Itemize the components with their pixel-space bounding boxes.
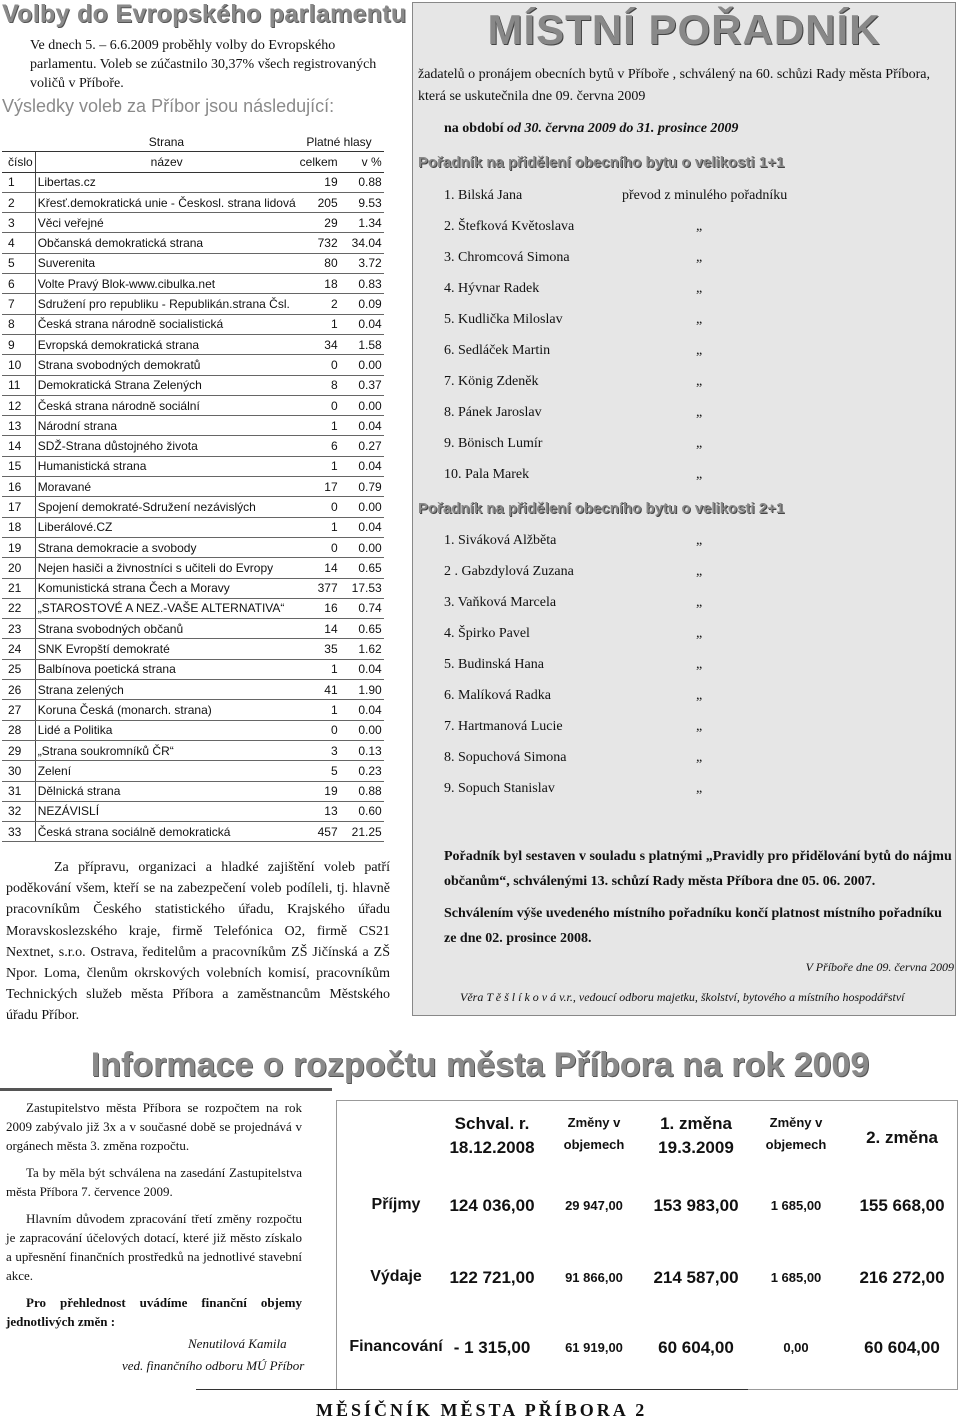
budget-sign-role: ved. finančního odboru MÚ Příbor [122, 1358, 305, 1373]
applicant-name: 3. Chromcová Simona [444, 250, 570, 265]
party-number: 32 [2, 801, 35, 821]
party-name: SDŽ-Strana důstojného života [35, 436, 297, 456]
party-number: 31 [2, 781, 35, 801]
list-item [444, 374, 844, 405]
votes-pct: 0.04 [350, 456, 384, 476]
article-title: Volby do Evropského parlamentu [2, 0, 407, 28]
ditto-mark: „ [696, 281, 703, 296]
list-item [444, 533, 844, 564]
party-number: 28 [2, 720, 35, 740]
votes-pct: 0.00 [350, 720, 384, 740]
party-number: 14 [2, 436, 35, 456]
applicant-name: 8. Pánek Jaroslav [444, 405, 542, 420]
article-intro: Ve dnech 5. – 6.6.2009 proběhly volby do Evropského parlamentu. Voleb se zúčastnilo 30,37% všech registrovaných voličů v Příboře. [30, 38, 377, 91]
thanks-paragraph: Za přípravu, organizaci a hladké zajištění voleb patří poděkování všem, kteří se na zabezpečení voleb podíleli, tj. hlavně pracovníkům Českého statistického úřadu, Krajského úřadu Moravskoslezského kraje, firmě Telefónica O2, firmě CS21 Nextnet, s.r.o. Ostrava, ředitelům a pracovníkům ZŠ Jičínská a ZŠ Npor. Loma, členům okrskových volebních komisí, pracovníkům Technických služeb města Příbora a zaměstnancům Městského úřadu Příbor. [6, 860, 390, 1024]
budget-col-header: Schval. r. 18.12.2008 [449, 1114, 535, 1157]
header-hlasy: Platné hlasy [298, 132, 384, 152]
list-item [444, 781, 844, 812]
table-row [2, 781, 384, 801]
votes-total: 35 [298, 639, 350, 659]
votes-pct: 0.09 [350, 294, 384, 314]
votes-total: 732 [298, 233, 350, 253]
party-number: 25 [2, 659, 35, 679]
list-2 [444, 533, 844, 812]
budget-row-label: Výdaje [370, 1268, 422, 1285]
table-row [2, 334, 384, 354]
budget-p4: Pro přehlednost uvádíme finanční objemy jednotlivých změn : [6, 1295, 302, 1329]
list-item [444, 436, 844, 467]
party-number: 17 [2, 497, 35, 517]
votes-total: 2 [298, 294, 350, 314]
ditto-mark: „ [696, 564, 703, 579]
votes-total: 1 [298, 517, 350, 537]
party-name: Spojení demokraté-Sdružení nezávislých [35, 497, 297, 517]
budget-value: 61 919,00 [565, 1340, 623, 1355]
list-item [444, 343, 844, 374]
votes-total: 1 [298, 314, 350, 334]
table-row [2, 659, 384, 679]
votes-pct: 0.04 [350, 517, 384, 537]
party-number: 8 [2, 314, 35, 334]
applicant-name: 7. König Zdeněk [444, 374, 539, 389]
list-item [444, 750, 844, 781]
party-number: 3 [2, 213, 35, 233]
list-item [444, 626, 844, 657]
footer-rule [196, 1389, 748, 1390]
col-pct: v % [350, 152, 384, 172]
budget-text [6, 1098, 302, 1339]
table-row [2, 598, 384, 618]
table-row [2, 416, 384, 436]
votes-pct: 0.04 [350, 659, 384, 679]
votes-total: 19 [298, 781, 350, 801]
votes-pct: 0.88 [350, 781, 384, 801]
note-2: Schválením výše uvedeného místního pořadníku končí platnost místního pořadníku ze dne 02. prosince 2008. [444, 906, 942, 946]
list-item [444, 281, 844, 312]
ditto-mark: „ [696, 688, 703, 703]
ditto-mark: „ [696, 250, 703, 265]
budget-title: Informace o rozpočtu města Příbora na rok 2009 [90, 1046, 870, 1084]
votes-total: 34 [298, 334, 350, 354]
table-row [2, 477, 384, 497]
panel-title: MÍSTNÍ POŘADNÍK [487, 6, 881, 53]
party-name: Liberálové.CZ [35, 517, 297, 537]
ditto-mark: „ [696, 719, 703, 734]
votes-total: 19 [298, 172, 350, 192]
applicant-name: 6. Malíková Radka [444, 688, 551, 703]
party-name: Věci veřejné [35, 213, 297, 233]
party-name: Strana svobodných občanů [35, 619, 297, 639]
table-row [2, 192, 384, 212]
panel-note [444, 844, 954, 958]
votes-pct: 0.60 [350, 801, 384, 821]
budget-value: 1 685,00 [770, 1198, 822, 1213]
party-number: 12 [2, 395, 35, 415]
budget-value: 60 604,00 [658, 1338, 734, 1357]
table-row [2, 456, 384, 476]
party-number: 27 [2, 700, 35, 720]
budget-value: 91 866,00 [565, 1270, 623, 1285]
budget-value: 60 604,00 [864, 1338, 940, 1357]
budget-value: 0,00 [783, 1340, 809, 1355]
votes-total: 18 [298, 274, 350, 294]
budget-col-header: 1. změna 19.3.2009 [658, 1114, 734, 1157]
party-name: „Strana soukromníků ČR“ [35, 740, 297, 760]
party-name: Strana demokracie a svobody [35, 537, 297, 557]
party-number: 20 [2, 558, 35, 578]
table-row [2, 801, 384, 821]
votes-pct: 0.13 [350, 740, 384, 760]
table-row [2, 253, 384, 273]
list-item [444, 188, 844, 219]
votes-pct: 1.34 [350, 213, 384, 233]
votes-total: 8 [298, 375, 350, 395]
votes-total: 41 [298, 680, 350, 700]
table-row [2, 497, 384, 517]
votes-total: 1 [298, 700, 350, 720]
list-item [444, 595, 844, 626]
party-number: 30 [2, 761, 35, 781]
party-number: 5 [2, 253, 35, 273]
sign-name: Věra T ě š l í k o v á [460, 990, 557, 1004]
votes-pct: 0.04 [350, 700, 384, 720]
list-item [444, 405, 844, 436]
applicant-name: 4. Hývnar Radek [444, 281, 540, 296]
ditto-mark: „ [696, 312, 703, 327]
party-name: Balbínova poetická strana [35, 659, 297, 679]
votes-pct: 1.58 [350, 334, 384, 354]
party-number: 18 [2, 517, 35, 537]
budget-col-header: 2. změna [866, 1128, 938, 1147]
transfer-note: převod z minulého pořadníku [622, 188, 788, 203]
party-number: 10 [2, 355, 35, 375]
party-number: 7 [2, 294, 35, 314]
table-row [2, 517, 384, 537]
votes-total: 1 [298, 659, 350, 679]
col-nazev: název [35, 152, 297, 172]
party-number: 21 [2, 578, 35, 598]
list-item [444, 688, 844, 719]
party-name: „STAROSTOVÉ A NEZ.-VAŠE ALTERNATIVA“ [35, 598, 297, 618]
ditto-mark: „ [696, 533, 703, 548]
budget-col-header: Změny v objemech [765, 1115, 827, 1152]
votes-pct: 9.53 [350, 192, 384, 212]
ditto-mark: „ [696, 219, 703, 234]
party-number: 23 [2, 619, 35, 639]
votes-pct: 0.65 [350, 619, 384, 639]
votes-total: 0 [298, 355, 350, 375]
party-name: Česká strana národně sociální [35, 395, 297, 415]
list-item [444, 219, 844, 250]
party-number: 16 [2, 477, 35, 497]
votes-pct: 34.04 [350, 233, 384, 253]
applicant-name: 4. Špirko Pavel [444, 626, 530, 641]
party-number: 6 [2, 274, 35, 294]
applicant-name: 8. Sopuchová Simona [444, 750, 567, 765]
party-name: Česká strana sociálně demokratická [35, 822, 297, 842]
votes-total: 377 [298, 578, 350, 598]
table-row [2, 233, 384, 253]
party-name: Sdružení pro republiku - Republikán.strana Čsl. [35, 294, 297, 314]
party-name: Nejen hasiči a živnostníci s učiteli do Evropy [35, 558, 297, 578]
votes-total: 1 [298, 416, 350, 436]
votes-total: 3 [298, 740, 350, 760]
budget-value: 1 685,00 [770, 1270, 822, 1285]
party-number: 26 [2, 680, 35, 700]
votes-pct: 0.27 [350, 436, 384, 456]
applicant-name: 2. Štefková Květoslava [444, 219, 575, 234]
table-row [2, 294, 384, 314]
party-number: 9 [2, 334, 35, 354]
period-value: od 30. června 2009 do 31. prosince 2009 [507, 121, 739, 136]
footer: MĚSÍČNÍK MĚSTA PŘÍBORA 2 [316, 1400, 648, 1420]
votes-total: 5 [298, 761, 350, 781]
party-name: Moravané [35, 477, 297, 497]
budget-p1: Zastupitelstvo města Příbora se rozpočtem na rok 2009 zabývalo již 3x a v současné době se projednává v orgánech města 3. změna rozpočtu. [6, 1100, 302, 1153]
list-item [444, 564, 844, 595]
budget-value: 29 947,00 [565, 1198, 623, 1213]
party-name: Suverenita [35, 253, 297, 273]
party-number: 11 [2, 375, 35, 395]
party-number: 1 [2, 172, 35, 192]
ditto-mark: „ [696, 436, 703, 451]
votes-pct: 1.90 [350, 680, 384, 700]
table-row [2, 436, 384, 456]
votes-pct: 21.25 [350, 822, 384, 842]
applicant-name: 1. Bilská Jana [444, 188, 523, 203]
table-row [2, 274, 384, 294]
budget-value: 155 668,00 [859, 1196, 945, 1215]
votes-total: 14 [298, 558, 350, 578]
votes-total: 16 [298, 598, 350, 618]
ditto-mark: „ [696, 781, 703, 796]
votes-total: 17 [298, 477, 350, 497]
panel-intro: žadatelů o pronájem obecních bytů v Příboře , schválený na 60. schůzi Rady města Příbora, která se uskutečnila dne 09. června 2009 [418, 67, 931, 104]
party-number: 22 [2, 598, 35, 618]
ditto-mark: „ [696, 657, 703, 672]
note-1: Pořadník byl sestaven v souladu s platnými „Pravidly pro přidělování bytů do nájmu občanům“, schválenými 13. schůzí Rady města Příbora dne 05. 06. 2007. [444, 849, 952, 889]
table-row [2, 619, 384, 639]
applicant-name: 10. Pala Marek [444, 467, 530, 482]
list-item [444, 719, 844, 750]
party-name: Národní strana [35, 416, 297, 436]
votes-pct: 0.23 [350, 761, 384, 781]
party-name: Libertas.cz [35, 172, 297, 192]
party-name: Strana zelených [35, 680, 297, 700]
party-name: Koruna Česká (monarch. strana) [35, 700, 297, 720]
party-name: SNK Evropští demokraté [35, 639, 297, 659]
table-row [2, 639, 384, 659]
budget-p3: Hlavním důvodem zpracování třetí změny rozpočtu je zapracování účelových dotací, které již město získalo a upřesnění finančních prostředků na jednotlivé stavební akce. [6, 1211, 302, 1283]
votes-total: 80 [298, 253, 350, 273]
party-name: Humanistická strana [35, 456, 297, 476]
table-row [2, 700, 384, 720]
applicant-name: 5. Kudlička Miloslav [444, 312, 563, 327]
party-name: Česká strana národně socialistická [35, 314, 297, 334]
party-number: 33 [2, 822, 35, 842]
party-name: Demokratická Strana Zelených [35, 375, 297, 395]
table-row [2, 740, 384, 760]
panel-date: V Příboře dne 09. června 2009 [805, 960, 954, 974]
votes-total: 1 [298, 456, 350, 476]
table-row [2, 355, 384, 375]
party-name: Strana svobodných demokratů [35, 355, 297, 375]
table-row [2, 761, 384, 781]
panel-signature [460, 990, 954, 1005]
table-row [2, 172, 384, 192]
votes-pct: 0.00 [350, 497, 384, 517]
ditto-mark: „ [696, 626, 703, 641]
applicant-name: 9. Sopuch Stanislav [444, 781, 555, 796]
col-celkem: celkem [298, 152, 350, 172]
budget-col-header: Změny v objemech [563, 1115, 625, 1152]
table-row [2, 822, 384, 842]
party-name: Občanská demokratická strana [35, 233, 297, 253]
votes-pct: 0.00 [350, 355, 384, 375]
budget-p2: Ta by měla být schválena na zasedání Zastupitelstva města Příbora 7. července 2009. [6, 1165, 302, 1199]
table-row [2, 375, 384, 395]
votes-total: 457 [298, 822, 350, 842]
table-row [2, 578, 384, 598]
table-row [2, 314, 384, 334]
votes-total: 0 [298, 497, 350, 517]
budget-value: 214 587,00 [653, 1268, 739, 1287]
votes-total: 0 [298, 395, 350, 415]
budget-row-label: Příjmy [371, 1196, 421, 1213]
party-name: Křesť.demokratická unie - Českosl. strana lidová [35, 192, 297, 212]
applicant-name: 7. Hartmanová Lucie [444, 719, 563, 734]
table-row [2, 395, 384, 415]
ditto-mark: „ [696, 405, 703, 420]
table-row [2, 537, 384, 557]
votes-pct: 0.37 [350, 375, 384, 395]
party-number: 15 [2, 456, 35, 476]
applicant-name: 1. Siváková Alžběta [444, 533, 557, 548]
party-number: 13 [2, 416, 35, 436]
table-row [2, 720, 384, 740]
table-row [2, 558, 384, 578]
budget-value: - 1 315,00 [453, 1338, 531, 1357]
budget-value: 124 036,00 [449, 1196, 535, 1215]
table-row [2, 680, 384, 700]
section-2-heading: Pořadník na přidělení obecního bytu o velikosti 2+1 [418, 500, 785, 517]
party-number: 19 [2, 537, 35, 557]
votes-pct: 1.62 [350, 639, 384, 659]
budget-row-label: Financování [349, 1338, 443, 1355]
section-1-heading: Pořadník na přidělení obecního bytu o velikosti 1+1 [418, 154, 785, 171]
votes-total: 6 [298, 436, 350, 456]
header-strana: Strana [35, 132, 297, 152]
votes-pct: 0.00 [350, 537, 384, 557]
party-name: Volte Pravý Blok-www.cibulka.net [35, 274, 297, 294]
votes-total: 14 [298, 619, 350, 639]
budget-value: 122 721,00 [449, 1268, 535, 1287]
party-number: 4 [2, 233, 35, 253]
list-item [444, 467, 844, 498]
votes-pct: 3.72 [350, 253, 384, 273]
votes-pct: 0.00 [350, 395, 384, 415]
party-name: Dělnická strana [35, 781, 297, 801]
period-label: na období [444, 121, 504, 136]
party-name: Komunistická strana Čech a Moravy [35, 578, 297, 598]
party-name: Zelení [35, 761, 297, 781]
list-item [444, 250, 844, 281]
votes-pct: 0.65 [350, 558, 384, 578]
ditto-mark: „ [696, 595, 703, 610]
votes-pct: 17.53 [350, 578, 384, 598]
ditto-mark: „ [696, 343, 703, 358]
sign-role: v.r., vedoucí odboru majetku, školství, bytového a místního hospodářství [559, 990, 905, 1004]
votes-pct: 0.88 [350, 172, 384, 192]
party-name: NEZÁVISLÍ [35, 801, 297, 821]
party-name: Evropská demokratická strana [35, 334, 297, 354]
votes-total: 205 [298, 192, 350, 212]
budget-value: 153 983,00 [653, 1196, 739, 1215]
results-table [2, 132, 384, 842]
party-number: 2 [2, 192, 35, 212]
votes-total: 13 [298, 801, 350, 821]
votes-total: 0 [298, 720, 350, 740]
votes-total: 29 [298, 213, 350, 233]
budget-sign-name: Nenutilová Kamila [188, 1336, 287, 1351]
votes-pct: 0.04 [350, 416, 384, 436]
ditto-mark: „ [696, 750, 703, 765]
budget-rule [0, 1088, 332, 1091]
ditto-mark: „ [696, 374, 703, 389]
ditto-mark: „ [696, 467, 703, 482]
party-number: 29 [2, 740, 35, 760]
panel-period [444, 121, 738, 137]
applicant-name: 3. Vaňková Marcela [444, 595, 557, 610]
list-item [444, 312, 844, 343]
applicant-name: 6. Sedláček Martin [444, 343, 551, 358]
applicant-name: 9. Bönisch Lumír [444, 436, 543, 451]
party-name: Lidé a Politika [35, 720, 297, 740]
table-row [2, 213, 384, 233]
results-heading: Výsledky voleb za Příbor jsou následující: [2, 96, 335, 116]
votes-pct: 0.74 [350, 598, 384, 618]
list-1 [444, 188, 844, 498]
party-number: 24 [2, 639, 35, 659]
votes-pct: 0.83 [350, 274, 384, 294]
applicant-name: 5. Budinská Hana [444, 657, 544, 672]
list-item [444, 657, 844, 688]
applicant-name: 2 . Gabzdylová Zuzana [444, 564, 574, 579]
votes-pct: 0.79 [350, 477, 384, 497]
col-cislo: číslo [2, 152, 35, 172]
votes-total: 0 [298, 537, 350, 557]
votes-pct: 0.04 [350, 314, 384, 334]
budget-value: 216 272,00 [859, 1268, 945, 1287]
